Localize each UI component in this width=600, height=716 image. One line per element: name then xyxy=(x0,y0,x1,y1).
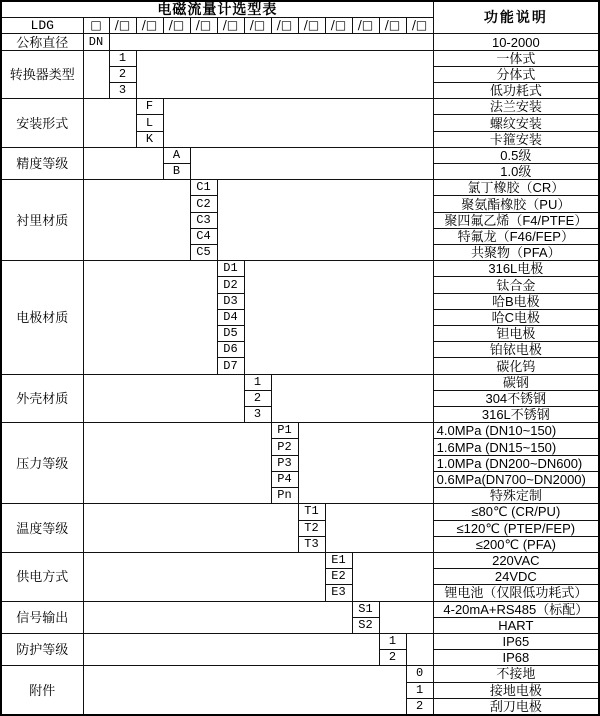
option-code: E3 xyxy=(325,585,352,601)
option-code: 1 xyxy=(244,374,271,390)
option-code: 0 xyxy=(406,666,433,682)
option-desc: 碳化钨 xyxy=(433,358,599,374)
option-code: K xyxy=(136,131,163,147)
option-code: T3 xyxy=(298,536,325,552)
option-code: 2 xyxy=(109,66,136,82)
option-desc: 刮刀电极 xyxy=(433,698,599,715)
model-code-segment: /□ xyxy=(136,18,163,34)
filler-cell xyxy=(109,34,433,50)
category-label: 外壳材质 xyxy=(1,374,83,423)
option-code: S1 xyxy=(352,601,379,617)
option-code: C4 xyxy=(190,228,217,244)
option-code: 3 xyxy=(244,407,271,423)
option-desc: 氯丁橡胶（CR） xyxy=(433,180,599,196)
filler-cell xyxy=(83,99,136,148)
option-code: P1 xyxy=(271,423,298,439)
option-code: DN xyxy=(83,34,109,50)
option-desc: 法兰安装 xyxy=(433,99,599,115)
option-desc: 1.0级 xyxy=(433,164,599,180)
option-code: E2 xyxy=(325,569,352,585)
option-row xyxy=(1,147,599,163)
filler-cell xyxy=(83,374,244,423)
option-desc: IP65 xyxy=(433,633,599,649)
option-row xyxy=(1,50,599,66)
option-row xyxy=(1,666,599,682)
filler-cell xyxy=(163,99,433,148)
filler-cell xyxy=(244,261,433,374)
option-row xyxy=(1,423,599,439)
filler-cell xyxy=(83,423,271,504)
option-code: E1 xyxy=(325,552,352,568)
option-desc: 304不锈钢 xyxy=(433,390,599,406)
option-row xyxy=(1,374,599,390)
model-prefix: LDG xyxy=(1,18,83,34)
option-desc: 0.5级 xyxy=(433,147,599,163)
option-code: D7 xyxy=(217,358,244,374)
filler-cell xyxy=(298,423,433,504)
option-row xyxy=(1,99,599,115)
function-column-header: 功能说明 xyxy=(433,1,599,34)
option-desc: 4-20mA+RS485（标配） xyxy=(433,601,599,617)
option-desc: 聚四氟乙烯（F4/PTFE） xyxy=(433,212,599,228)
option-desc: ≤120℃ (PTEP/FEP) xyxy=(433,520,599,536)
model-code-segment: /□ xyxy=(325,18,352,34)
model-code-segment: /□ xyxy=(352,18,379,34)
option-desc: 24VDC xyxy=(433,569,599,585)
option-row xyxy=(1,180,599,196)
option-desc: 钽电极 xyxy=(433,326,599,342)
category-label: 供电方式 xyxy=(1,552,83,601)
filler-cell xyxy=(379,601,433,633)
option-desc: 分体式 xyxy=(433,66,599,82)
diameter-row xyxy=(1,34,599,50)
option-desc: 316L不锈钢 xyxy=(433,407,599,423)
option-code: 1 xyxy=(406,682,433,698)
option-desc: 特氟龙（F46/FEP） xyxy=(433,228,599,244)
option-code: 1 xyxy=(379,633,406,649)
option-code: 2 xyxy=(244,390,271,406)
option-desc: 聚氨酯橡胶（PU） xyxy=(433,196,599,212)
option-desc: 1.6MPa (DN15~150) xyxy=(433,439,599,455)
option-desc: 接地电极 xyxy=(433,682,599,698)
option-code: P4 xyxy=(271,471,298,487)
option-row xyxy=(1,601,599,617)
category-label: 压力等级 xyxy=(1,423,83,504)
model-box: □ xyxy=(83,18,109,34)
option-desc: 碳钢 xyxy=(433,374,599,390)
category-label: 精度等级 xyxy=(1,147,83,179)
option-row xyxy=(1,552,599,568)
category-label: 安装形式 xyxy=(1,99,83,148)
option-code: C5 xyxy=(190,245,217,261)
option-code: 3 xyxy=(109,83,136,99)
filler-cell xyxy=(190,147,433,179)
page-title: 电磁流量计选型表 xyxy=(1,1,433,18)
category-label: 转换器类型 xyxy=(1,50,83,99)
model-code-segment: /□ xyxy=(379,18,406,34)
option-desc: ≤80℃ (CR/PU) xyxy=(433,504,599,520)
option-desc: 220VAC xyxy=(433,552,599,568)
option-code: P2 xyxy=(271,439,298,455)
option-desc: 0.6MPa(DN700~DN2000) xyxy=(433,471,599,487)
option-code: Pn xyxy=(271,488,298,504)
filler-cell xyxy=(83,261,217,374)
option-desc: 4.0MPa (DN10~150) xyxy=(433,423,599,439)
option-code: D3 xyxy=(217,293,244,309)
option-desc: 铂铱电极 xyxy=(433,342,599,358)
category-label: 电极材质 xyxy=(1,261,83,374)
filler-cell xyxy=(136,50,433,99)
option-desc: 螺纹安装 xyxy=(433,115,599,131)
model-code-segment: /□ xyxy=(406,18,433,34)
model-code-segment: /□ xyxy=(244,18,271,34)
model-code-segment: /□ xyxy=(298,18,325,34)
filler-cell xyxy=(83,601,352,633)
category-label: 防护等级 xyxy=(1,633,83,665)
filler-cell xyxy=(83,180,190,261)
option-row xyxy=(1,504,599,520)
option-desc: IP68 xyxy=(433,650,599,666)
option-desc: 哈B电极 xyxy=(433,293,599,309)
filler-cell xyxy=(83,633,379,665)
filler-cell xyxy=(271,374,433,423)
option-code: 1 xyxy=(109,50,136,66)
option-desc: 锂电池（仅限低功耗式） xyxy=(433,585,599,601)
title-row xyxy=(1,1,599,18)
option-desc: 特殊定制 xyxy=(433,488,599,504)
option-code: D4 xyxy=(217,309,244,325)
option-code: D1 xyxy=(217,261,244,277)
option-code: D6 xyxy=(217,342,244,358)
option-desc: 不接地 xyxy=(433,666,599,682)
option-code: C3 xyxy=(190,212,217,228)
option-code: A xyxy=(163,147,190,163)
category-label: 公称直径 xyxy=(1,34,83,50)
option-code: S2 xyxy=(352,617,379,633)
option-desc: HART xyxy=(433,617,599,633)
option-desc: 10-2000 xyxy=(433,34,599,50)
option-code: C2 xyxy=(190,196,217,212)
filler-cell xyxy=(83,50,109,99)
option-row xyxy=(1,633,599,649)
option-desc: 1.0MPa (DN200~DN600) xyxy=(433,455,599,471)
model-code-segment: /□ xyxy=(190,18,217,34)
filler-cell xyxy=(352,552,433,601)
filler-cell xyxy=(83,504,298,553)
option-code: L xyxy=(136,115,163,131)
category-label: 信号输出 xyxy=(1,601,83,633)
filler-cell xyxy=(325,504,433,553)
option-code: D2 xyxy=(217,277,244,293)
option-row xyxy=(1,261,599,277)
option-code: 2 xyxy=(379,650,406,666)
option-code: F xyxy=(136,99,163,115)
model-code-segment: /□ xyxy=(109,18,136,34)
option-code: 2 xyxy=(406,698,433,715)
option-code: T2 xyxy=(298,520,325,536)
option-code: D5 xyxy=(217,326,244,342)
model-code-segment: /□ xyxy=(163,18,190,34)
option-desc: 低功耗式 xyxy=(433,83,599,99)
option-code: B xyxy=(163,164,190,180)
category-label: 衬里材质 xyxy=(1,180,83,261)
filler-cell xyxy=(83,552,325,601)
filler-cell xyxy=(217,180,433,261)
model-code-segment: /□ xyxy=(271,18,298,34)
option-desc: 钛合金 xyxy=(433,277,599,293)
option-code: C1 xyxy=(190,180,217,196)
model-code-segment: /□ xyxy=(217,18,244,34)
option-desc: 316L电极 xyxy=(433,261,599,277)
filler-cell xyxy=(406,633,433,665)
option-code: P3 xyxy=(271,455,298,471)
option-desc: 共聚物（PFA） xyxy=(433,245,599,261)
option-desc: 一体式 xyxy=(433,50,599,66)
category-label: 附件 xyxy=(1,666,83,715)
filler-cell xyxy=(83,666,406,715)
option-desc: 哈C电极 xyxy=(433,309,599,325)
option-desc: 卡箍安装 xyxy=(433,131,599,147)
category-label: 温度等级 xyxy=(1,504,83,553)
option-code: T1 xyxy=(298,504,325,520)
filler-cell xyxy=(83,147,163,179)
option-desc: ≤200℃ (PFA) xyxy=(433,536,599,552)
